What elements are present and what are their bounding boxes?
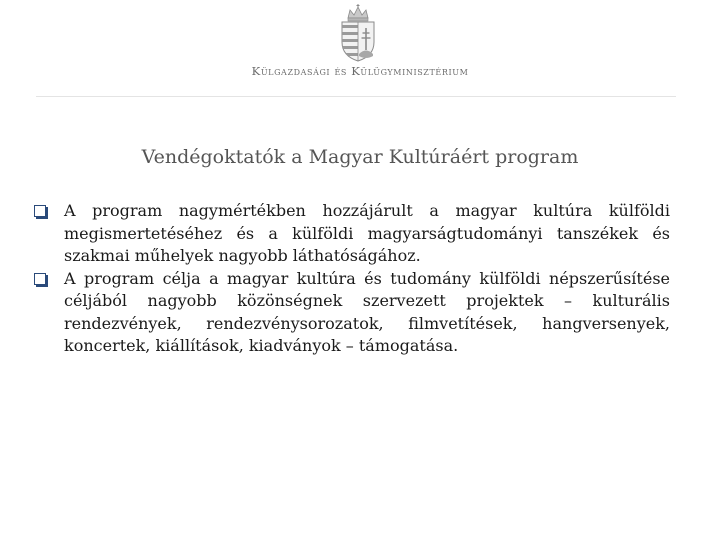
slide-title: Vendégoktatók a Magyar Kultúráért program: [141, 146, 579, 168]
bullet-item: [32, 200, 670, 268]
page-header: [0, 0, 720, 100]
checkbox-square-icon: [34, 273, 46, 285]
bullet-item: [32, 268, 670, 358]
bullet-text: A program célja a magyar kultúra és tudomány külföldi népszerűsítése céljából nagyobb közönségnek szervezett projektek – kulturális rendezvények, rendezvénysorozatok, filmvetítések, hangversenyek, koncertek, kiállítások, kiadványok – támogatása.: [64, 268, 670, 355]
bullet-list: [32, 200, 670, 358]
ministry-name: Külgazdasági és Külügyminisztérium: [251, 64, 469, 78]
checkbox-square-icon: [34, 205, 46, 217]
header-divider: [36, 96, 676, 97]
bullet-text: A program nagymértékben hozzájárult a magyar kultúra külföldi megismertetéséhez és a külföldi magyarságtudományi tanszékek és szakmai műhelyek nagyobb láthatóságához.: [64, 201, 670, 265]
hungarian-coat-of-arms-icon: [336, 4, 380, 62]
